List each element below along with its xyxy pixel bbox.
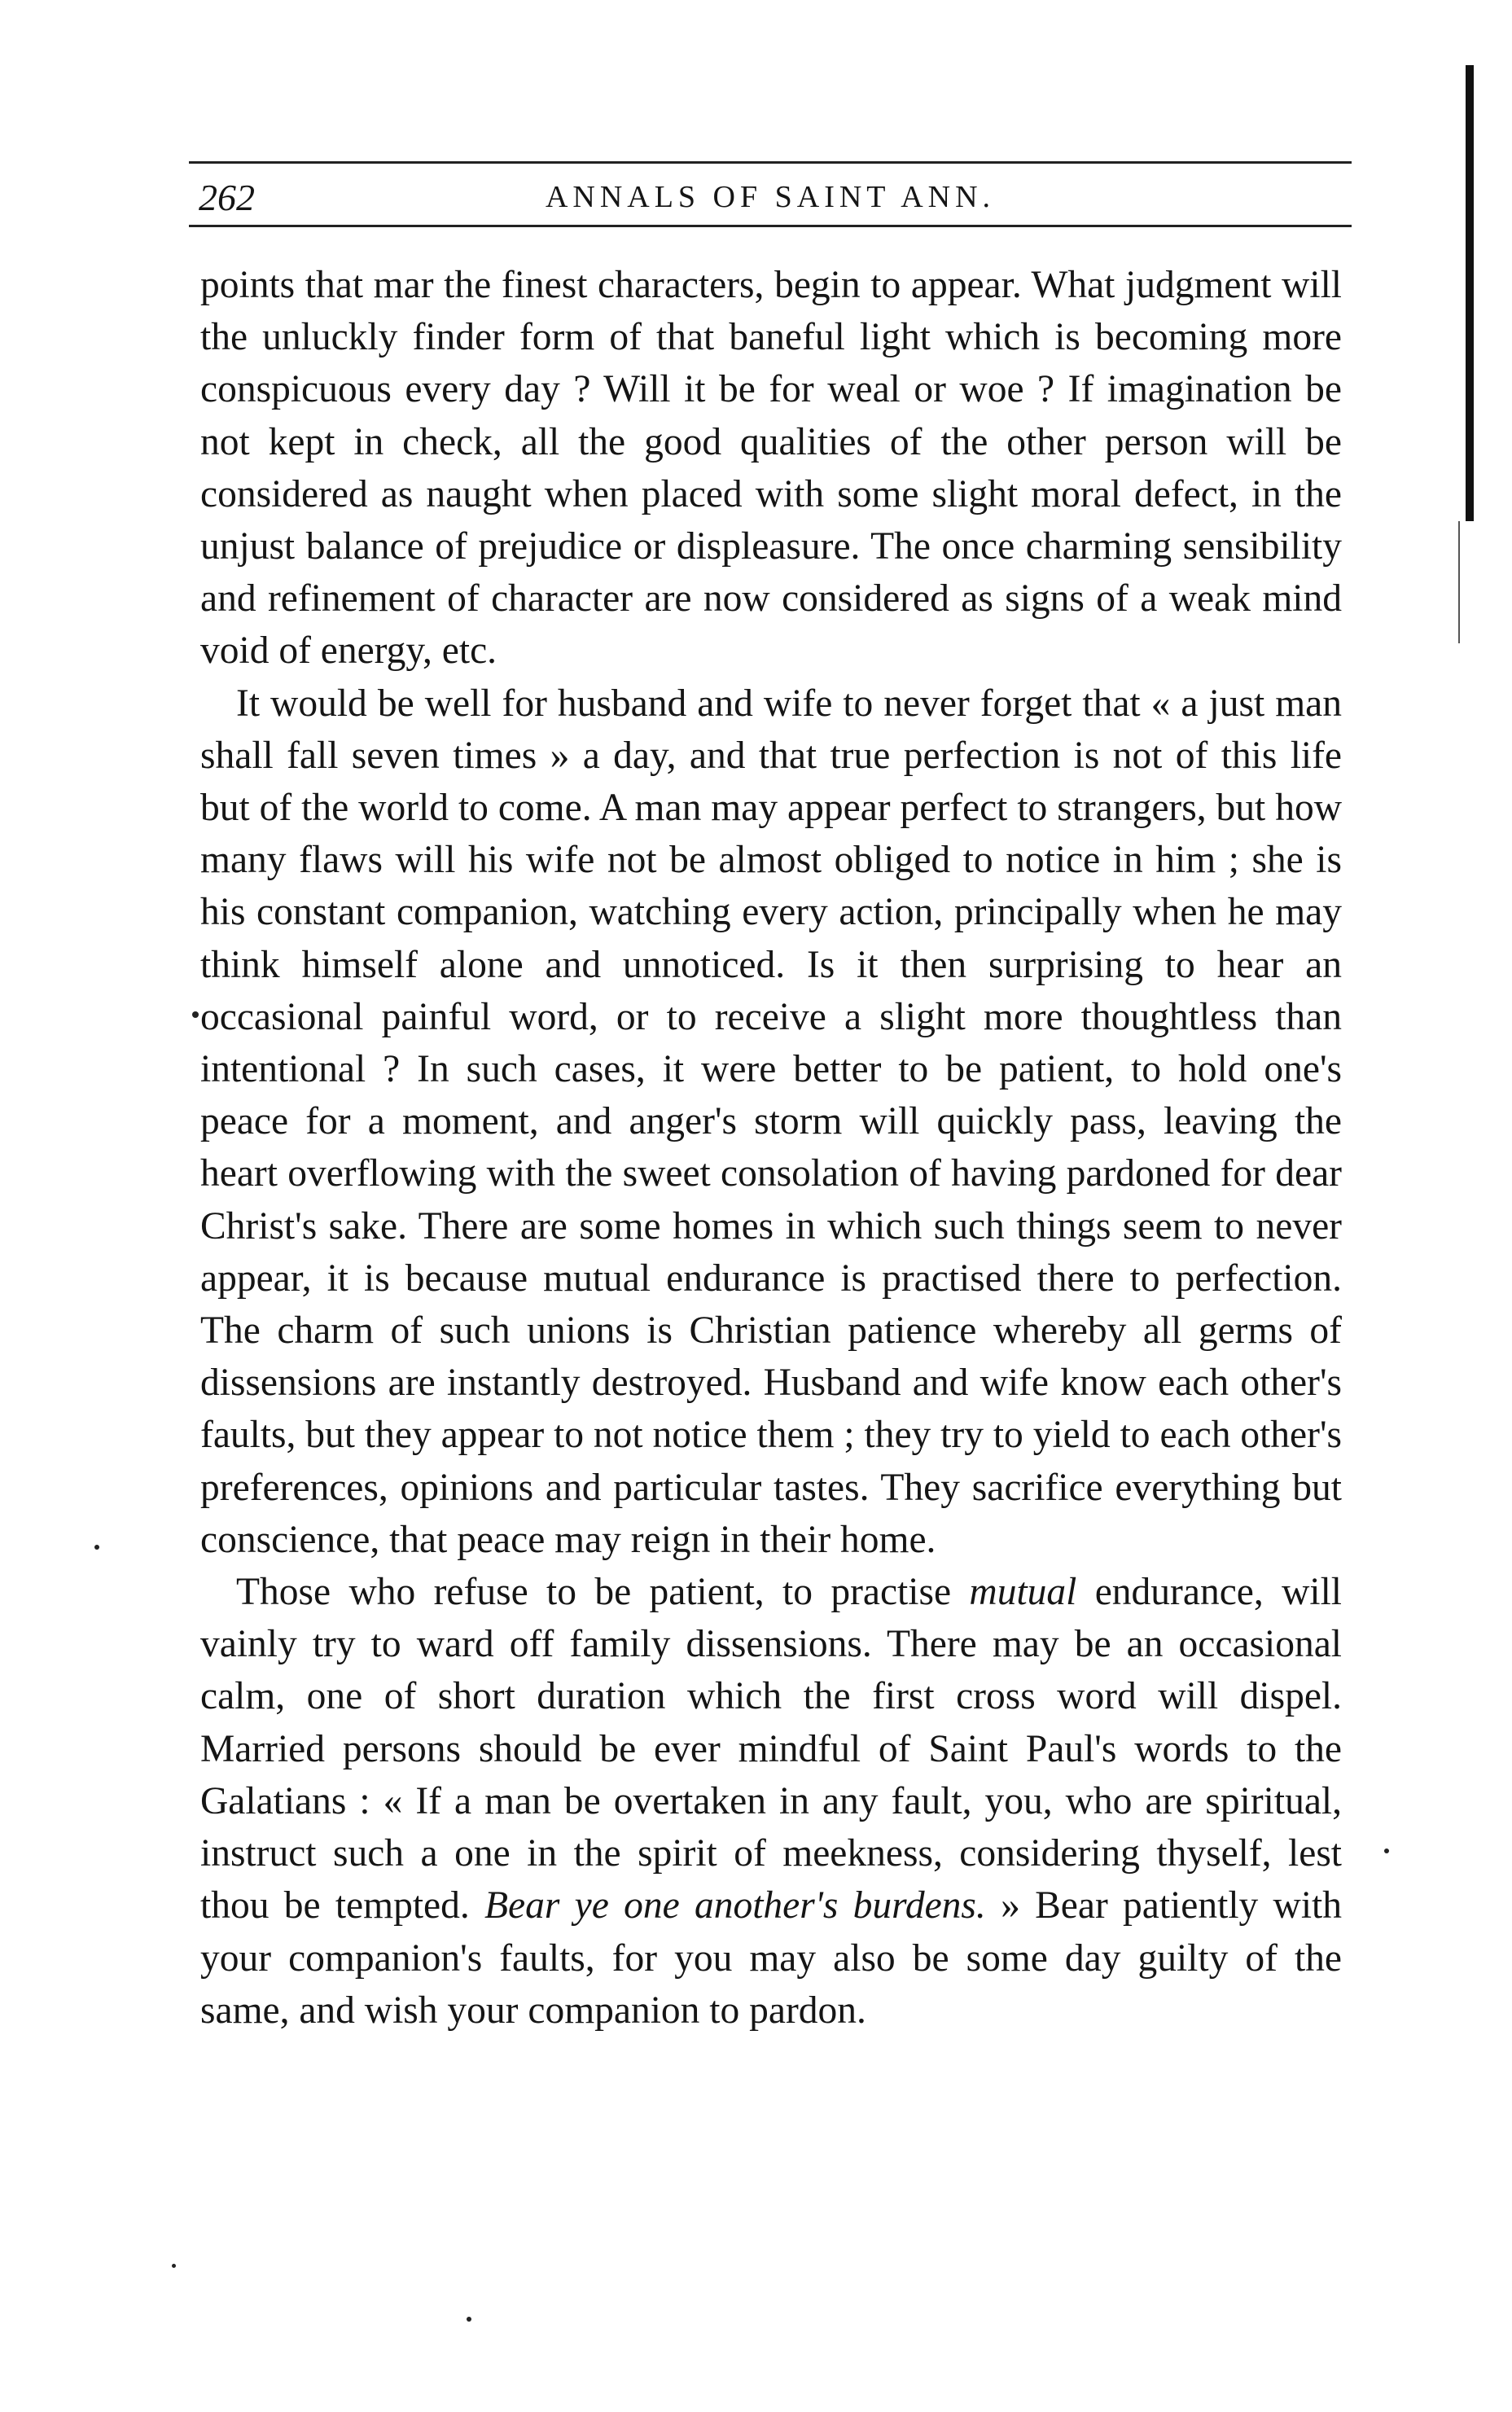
italic-text: Bear ye one another's burdens. xyxy=(484,1884,986,1927)
text-run: » Bear patiently with your companion's faults, for you may also be some day guilty of the same, and wish your companion to pardon. xyxy=(200,1884,1342,2032)
print-speck xyxy=(172,2264,176,2268)
page-header xyxy=(189,155,1352,228)
text-run: endurance, will vainly try to ward off family dissensions. There may be an occasional calm, one of short duration which the first cross word will dispel. Married persons should be ever mindful of Saint Paul's words to the Galatians : « If a man be overtaken in any fault, you, who are spiritual, instruct such a one in the spirit of meekness, considering thyself, lest thou be tempted. xyxy=(200,1571,1342,1927)
page-edge-shadow xyxy=(1466,65,1474,521)
page-number: 262 xyxy=(199,177,255,218)
text-run: It would be well for husband and wife to never forget that « a just man shall fall seven times » a day, and that true perfection is not of this life but of the world to come. A man may appear perfect to strangers, but how many flaws will his wife not be almost obliged to notice in him ; she is his constant companion, watching every action, principally when he may think himself alone and unnoticed. Is it then surprising to hear an occasional painful word, or to receive a slight more thoughtless than intentional ? In such cases, it were better to be patient, to hold one's peace for a moment, and anger's storm will quickly pass, leaving the heart overflowing with the sweet consolation of having pardoned for dear Christ's sake. There are some homes in which such things seem to never appear, it is because mutual endurance is practised there to perfection. The charm of such unions is Christian patience whereby all germs of dissensions are instantly destroyed. Husband and wife know each other's faults, but they appear to not notice them ; they try to yield to each other's preferences, opinions and particular tastes. They sacrifice everything but conscience, that peace may reign in their home. xyxy=(200,682,1342,1561)
print-speck xyxy=(467,2317,471,2322)
paragraph xyxy=(200,259,1342,678)
header-rule-top xyxy=(189,161,1352,164)
paragraph xyxy=(200,1566,1342,2037)
print-speck xyxy=(94,1545,99,1550)
running-title: ANNALS OF SAINT ANN. xyxy=(545,180,996,214)
body-text xyxy=(200,259,1342,2037)
header-rule-bottom xyxy=(189,225,1352,227)
paragraph xyxy=(200,678,1342,1566)
italic-text: mutual xyxy=(969,1571,1077,1614)
print-speck xyxy=(192,1011,199,1018)
print-speck xyxy=(1384,1848,1389,1853)
text-run: Those who refuse to be patient, to practise xyxy=(236,1571,970,1614)
page-edge-line xyxy=(1458,521,1460,643)
text-run: points that mar the finest characters, begin to appear. What judgment will the unluckly finder form of that baneful light which is becoming more conspicuous every day ? Will it be for weal or woe ? If imagination be not kept in check, all the good qualities of the other person will be considered as naught when placed with some slight moral defect, in the unjust balance of prejudice or displeasure. The once charming sensibility and refinement of character are now considered as signs of a weak mind void of energy, etc. xyxy=(200,264,1342,673)
